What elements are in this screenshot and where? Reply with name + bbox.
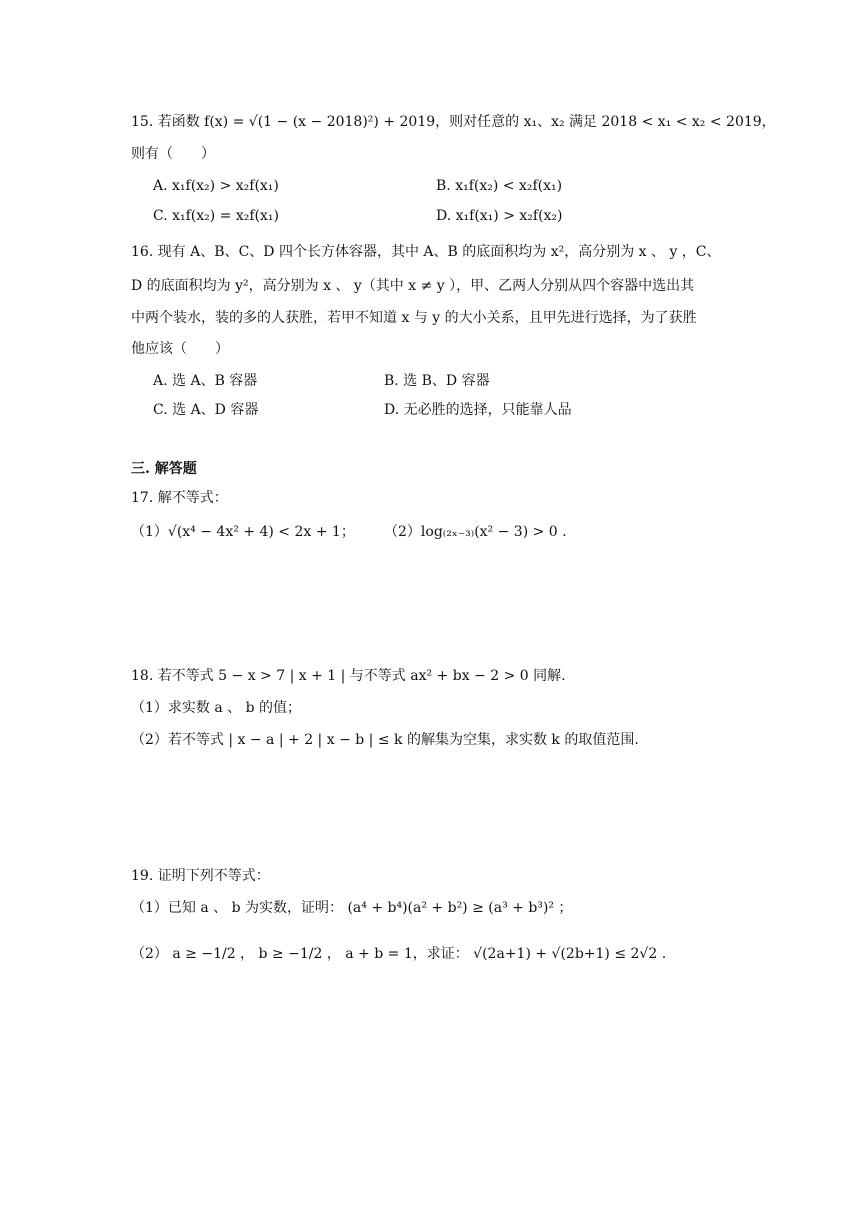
q15-option-d: D. x₁f(x₁) > x₂f(x₂) [436, 208, 563, 224]
q17-part1: （1）√(x⁴ − 4x² + 4) < 2x + 1； [131, 524, 355, 540]
q16-option-d: D. 无必胜的选择，只能靠人品 [384, 402, 572, 418]
q17-title: 17. 解不等式： [131, 490, 228, 506]
q16-option-c: C. 选 A、D 容器 [153, 402, 259, 418]
q19-part1: （1）已知 a 、 b 为实数，证明： (a⁴ + b⁴)(a² + b²) ≥ (a³ + b³)² ； [131, 900, 573, 916]
q16-line1: 16. 现有 A、B、C、D 四个长方体容器，其中 A、B 的底面积均为 x²，高分别为 x 、 y ，C、 [131, 244, 721, 260]
q16-line3: 中两个装水，装的多的人获胜，若甲不知道 x 与 y 的大小关系，且甲先进行选择，为了获胜 [131, 310, 697, 326]
q15-line2: 则有（ ） [131, 146, 215, 162]
q18-part2: （2）若不等式 | x − a | + 2 | x − b | ≤ k 的解集为空集，求实数 k 的取值范围. [131, 732, 639, 748]
q15-line1: 15. 若函数 f(x) = √(1 − (x − 2018)²) + 2019，则对任意的 x₁、x₂ 满足 2018 < x₁ < x₂ < 2019， [131, 114, 776, 130]
q16-line2: D 的底面积均为 y²，高分别为 x 、 y（其中 x ≠ y ），甲、乙两人分别从四个容器中选出其 [131, 278, 695, 294]
q15-option-b: B. x₁f(x₂) < x₂f(x₁) [436, 178, 563, 194]
q18-part1: （1）求实数 a 、 b 的值； [131, 700, 302, 716]
q15-option-c: C. x₁f(x₂) = x₂f(x₁) [153, 208, 279, 224]
q16-option-a: A. 选 A、B 容器 [153, 373, 258, 389]
q18-title: 18. 若不等式 5 − x > 7 | x + 1 | 与不等式 ax² + bx − 2 > 0 同解. [131, 668, 566, 684]
q16-option-b: B. 选 B、D 容器 [384, 373, 490, 389]
section-heading: 三. 解答题 [131, 461, 197, 477]
q16-line4: 他应该（ ） [131, 341, 229, 357]
q17-part2: （2）log₍₂ₓ₋₃₎(x² − 3) > 0 . [384, 524, 567, 540]
q19-title: 19. 证明下列不等式： [131, 868, 270, 884]
q19-part2: （2） a ≥ −1/2 ， b ≥ −1/2 ， a + b = 1，求证： √(2a+1) + √(2b+1) ≤ 2√2 . [131, 946, 667, 962]
q15-option-a: A. x₁f(x₂) > x₂f(x₁) [153, 178, 279, 194]
